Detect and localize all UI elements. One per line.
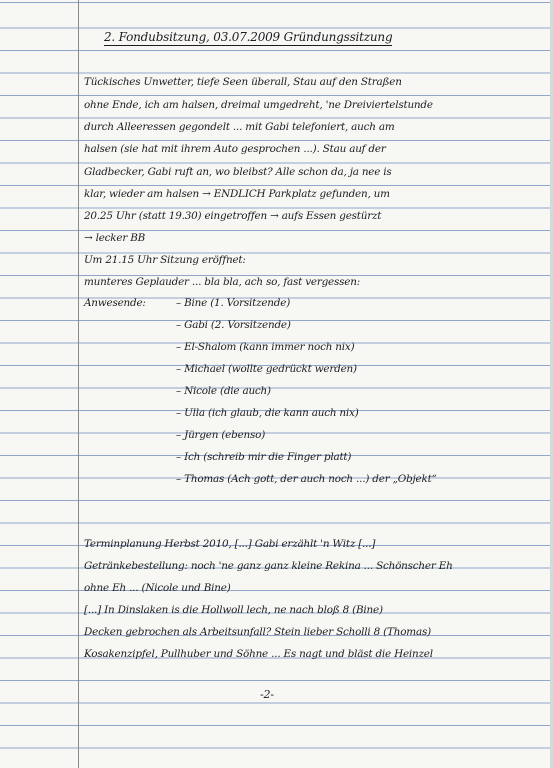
intro-line: → lecker BB: [84, 232, 146, 244]
attendee-item: – Ich (schreib mir die Finger platt): [176, 451, 352, 463]
closing-line: Terminplanung Herbst 2010, [...] Gabi erzählt 'n Witz [...]: [84, 538, 376, 550]
opening-line: munteres Geplauder ... bla bla, ach so, fast vergessen:: [84, 276, 361, 288]
page-title: 2. Fondubsitzung, 03.07.2009 Gründungssitzung: [104, 30, 393, 44]
opening-line: Um 21.15 Uhr Sitzung eröffnet:: [84, 254, 246, 266]
intro-line: klar, wieder am halsen → ENDLICH Parkplatz gefunden, um: [84, 188, 390, 200]
attendee-item: – Bine (1. Vorsitzende): [176, 297, 291, 309]
intro-line: Gladbecker, Gabi ruft an, wo bleibst? Alle schon da, ja nee is: [84, 166, 392, 178]
intro-line: durch Alleeressen gegondelt ... mit Gabi telefoniert, auch am: [84, 121, 395, 133]
attendee-item: – Jürgen (ebenso): [176, 429, 266, 441]
attendee-item: – Ulla (ich glaub, die kann auch nix): [176, 407, 359, 419]
intro-line: 20.25 Uhr (statt 19.30) eingetroffen → aufs Essen gestürzt: [84, 210, 382, 222]
attendee-item: – El-Shalom (kann immer noch nix): [176, 341, 355, 353]
closing-line: [...] In Dinslaken is die Hollwoll lech, ne nach bloß 8 (Bine): [84, 604, 383, 616]
closing-line: ohne Eh ... (Nicole und Bine): [84, 582, 231, 594]
attendee-item: – Gabi (2. Vorsitzende): [176, 319, 291, 331]
attendee-item: – Thomas (Ach gott, der auch noch ...) der „Objekt“: [176, 473, 437, 485]
intro-line: halsen (sie hat mit ihrem Auto gesprochen ...). Stau auf der: [84, 143, 386, 155]
attendee-item: – Nicole (die auch): [176, 385, 271, 397]
attendees-label: Anwesende:: [84, 297, 146, 309]
intro-line: ohne Ende, ich am halsen, dreimal umgedreht, 'ne Dreiviertelstunde: [84, 99, 433, 111]
attendee-item: – Michael (wollte gedrückt werden): [176, 363, 357, 375]
margin-line: [78, 0, 79, 768]
intro-line: Tückisches Unwetter, tiefe Seen überall, Stau auf den Straßen: [84, 76, 402, 88]
closing-line: Getränkebestellung: noch 'ne ganz ganz kleine Rekina ... Schönscher Eh: [84, 560, 453, 572]
closing-line: Decken gebrochen als Arbeitsunfall? Stein lieber Scholli 8 (Thomas): [84, 626, 431, 638]
page-number: -2-: [260, 688, 274, 701]
closing-line: Kosakenzipfel, Pullhuber und Söhne ... Es nagt und bläst die Heinzel: [84, 648, 433, 660]
